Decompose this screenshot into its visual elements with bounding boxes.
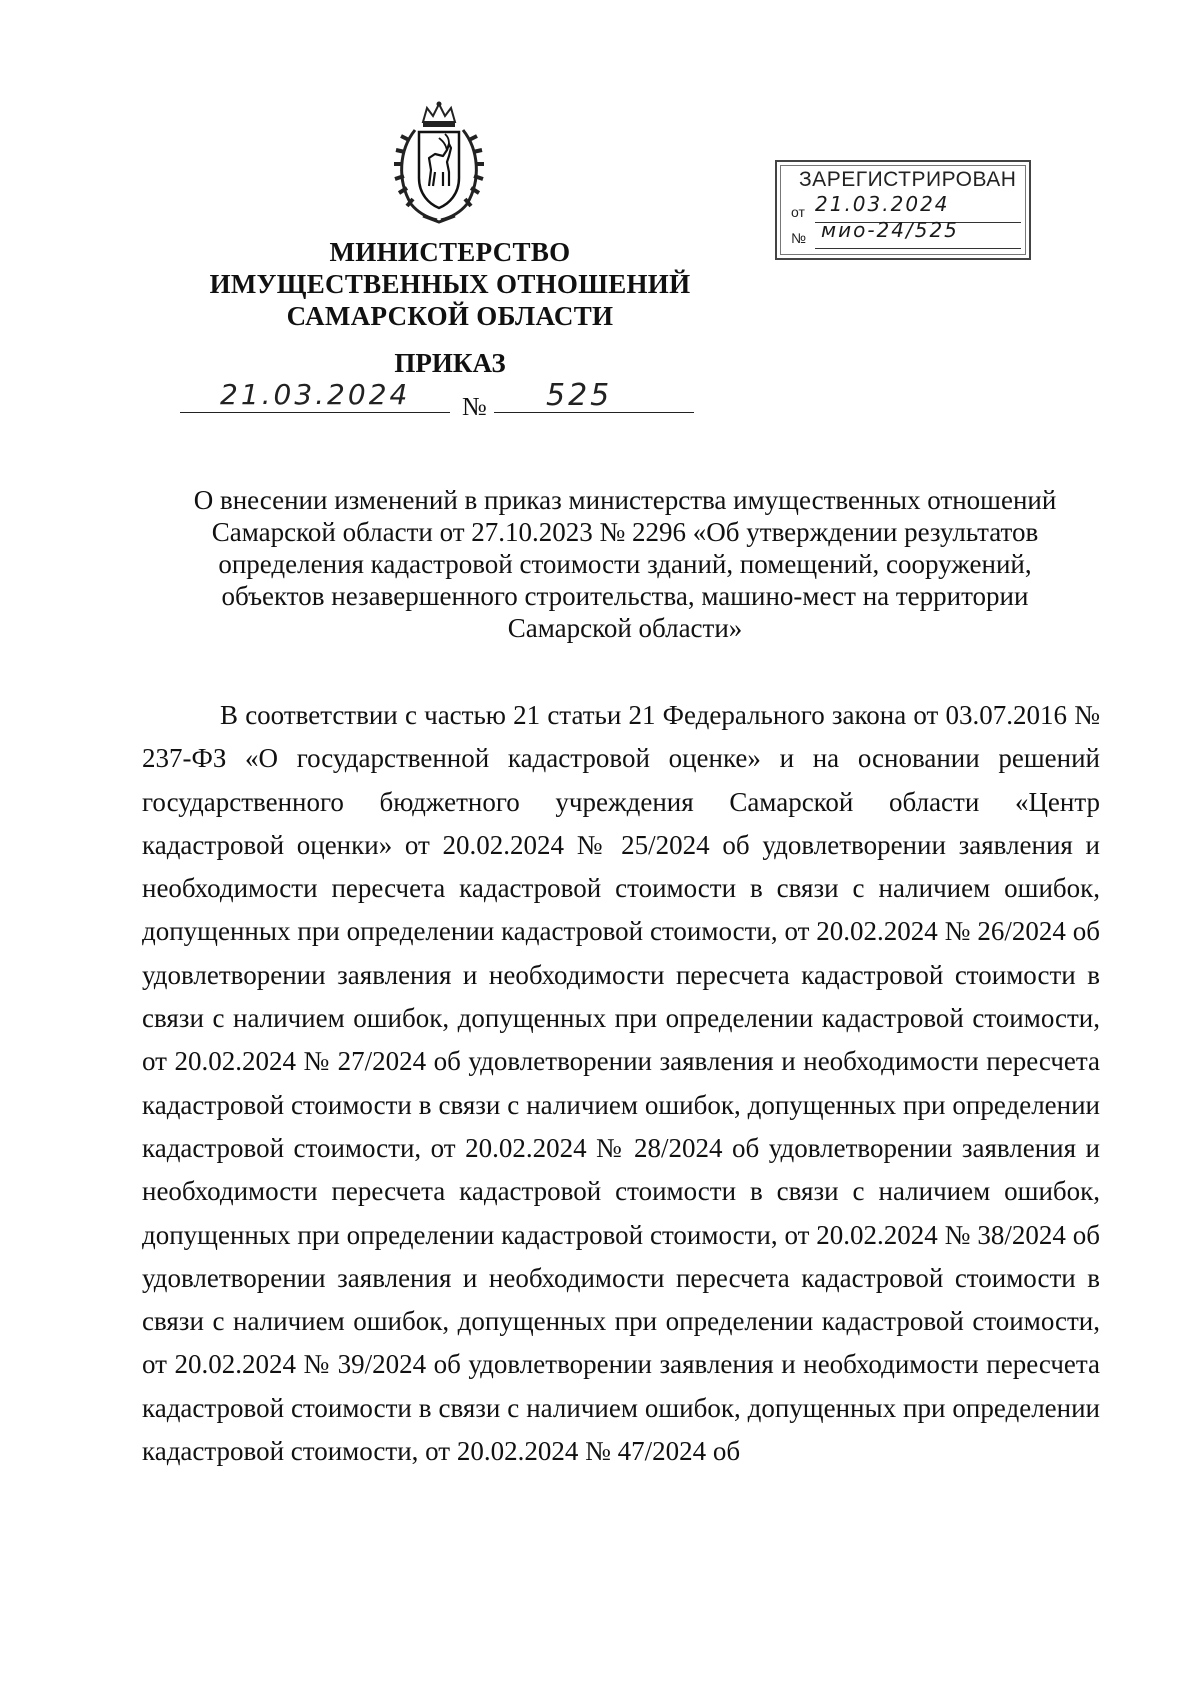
subject-line-5: Самарской области» — [507, 613, 743, 643]
order-date-field — [180, 378, 450, 413]
stamp-date-row — [791, 192, 950, 220]
order-number-field — [494, 378, 694, 413]
stamp-number-underline — [815, 248, 1021, 249]
subject-line-2: Самарской области от 27.10.2023 № 2296 «Об утверждении результатов — [211, 517, 1039, 547]
stamp-title: ЗАРЕГИСТРИРОВАН — [799, 168, 1017, 191]
order-date-value: 21.03.2024 — [220, 378, 411, 411]
stamp-number-value: мио-24/525 — [821, 218, 959, 242]
registration-stamp — [775, 160, 1031, 260]
ministry-line-1: МИНИСТЕРСТВО — [329, 237, 571, 267]
ministry-name — [160, 236, 740, 332]
stamp-number-label: № — [791, 230, 807, 246]
document-type-title: ПРИКАЗ — [394, 348, 506, 378]
order-number-sign: № — [462, 392, 487, 421]
body-paragraph-1: В соответствии с частью 21 статьи 21 Федерального закона от 03.07.2016 № 237-ФЗ «О государственной кадастровой оценке» и на основании решений государственного бюджетного учреждения Самарской области «Центр кадастровой оценки» от 20.02.2024 № 25/2024 об удовлетворении заявления и необходимости пересчета кадастровой стоимости в связи с наличием ошибок, допущенных при определении кадастровой стоимости, от 20.02.2024 № 26/2024 об удовлетворении заявления и необходимости пересчета кадастровой стоимости в связи с наличием ошибок, допущенных при определении кадастровой стоимости, от 20.02.2024 № 27/2024 об удовлетворении заявления и необходимости пересчета кадастровой стоимости в связи с наличием ошибок, допущенных при определении кадастровой стоимости, от 20.02.2024 № 28/2024 об удовлетворении заявления и необходимости пересчета кадастровой стоимости в связи с наличием ошибок, допущенных при определении кадастровой стоимости, от 20.02.2024 № 38/2024 об удовлетворении заявления и необходимости пересчета кадастровой стоимости в связи с наличием ошибок, допущенных при определении кадастровой стоимости, от 20.02.2024 № 39/2024 об удовлетворении заявления и необходимости пересчета кадастровой стоимости в связи с наличием ошибок, допущенных при определении кадастровой стоимости, от 20.02.2024 № 47/2024 об — [142, 700, 1100, 1467]
stamp-date-label: от — [791, 204, 805, 220]
subject-line-4: объектов незавершенного строительства, машино-мест на территории — [221, 581, 1029, 611]
ministry-line-2: ИМУЩЕСТВЕННЫХ ОТНОШЕНИЙ — [209, 269, 691, 299]
order-number-value: 525 — [546, 378, 613, 413]
stamp-number-row — [791, 218, 959, 246]
order-subject — [150, 484, 1100, 644]
coat-of-arms-icon — [393, 100, 485, 226]
subject-line-3: определения кадастровой стоимости зданий, помещений, сооружений, — [218, 549, 1032, 579]
subject-line-1: О внесении изменений в приказ министерства имущественных отношений — [193, 485, 1057, 515]
ministry-line-3: САМАРСКОЙ ОБЛАСТИ — [286, 301, 614, 331]
stamp-date-value: 21.03.2024 — [815, 192, 950, 216]
